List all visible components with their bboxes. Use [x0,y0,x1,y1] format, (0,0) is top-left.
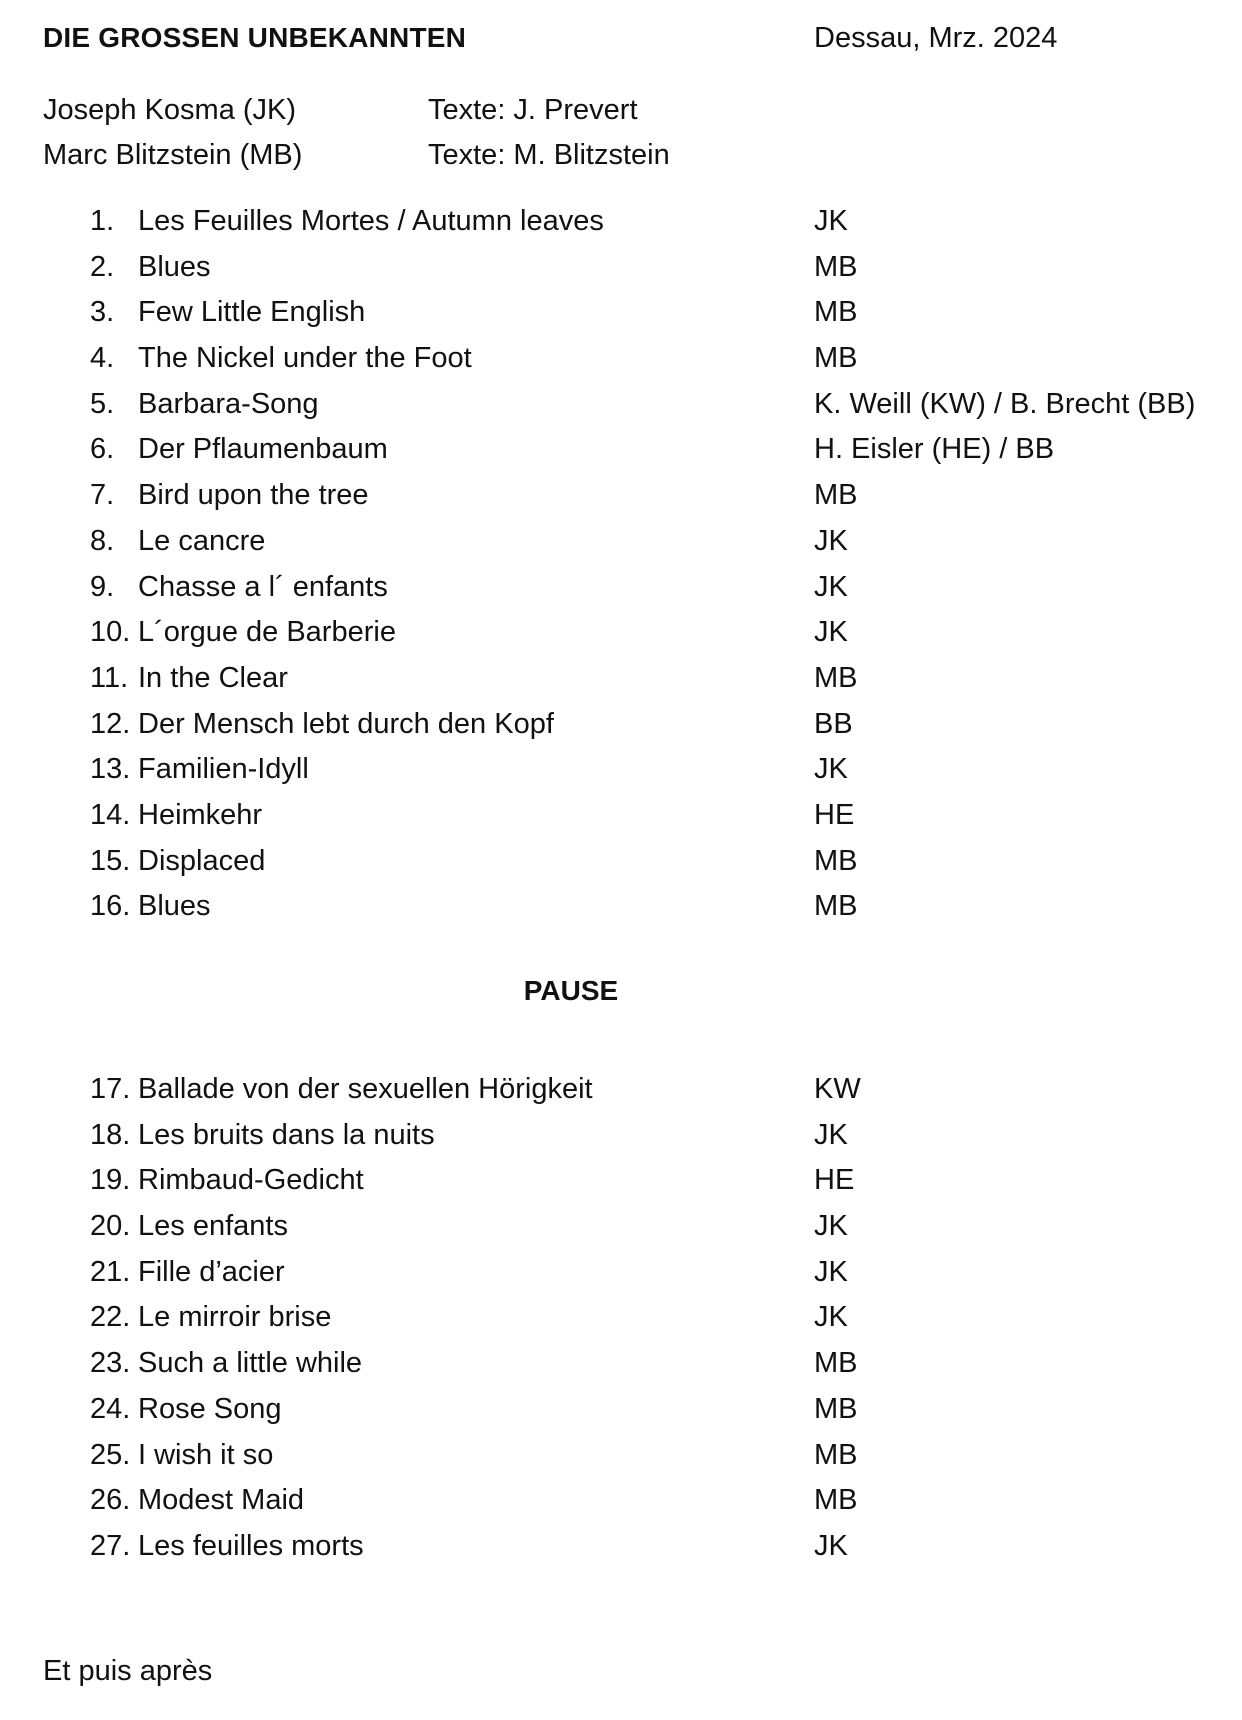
song-title: Blues [138,890,211,923]
song-title: Ballade von der sexuellen Hörigkeit [138,1073,593,1105]
document-header [43,22,1203,62]
song-number: 22. [90,1301,131,1334]
song-number: 4. [90,342,115,375]
song-title: In the Clear [138,661,288,694]
song-item [90,1250,1230,1296]
song-composer: JK [814,616,848,649]
song-item [90,336,1230,382]
song-item [90,1433,1230,1479]
song-composer: JK [814,1255,848,1288]
songlist-part-1 [90,199,1230,930]
song-title: The Nickel under the Foot [138,342,472,375]
song-title: Such a little while [138,1347,363,1380]
song-item [90,1478,1230,1524]
song-composer: MB [814,844,858,877]
song-composer: HE [814,1164,855,1197]
song-composer: BB [814,707,853,740]
song-composer: JK [814,1529,848,1562]
author-row [43,133,1203,178]
song-title: Familien-Idyll [138,753,309,786]
pause-heading: PAUSE [523,975,619,1006]
author-texts: Texte: J. Prevert [428,94,638,126]
song-composer: JK [814,1210,848,1243]
song-item [90,199,1230,245]
author-texts: Texte: M. Blitzstein [428,139,670,171]
song-composer: JK [814,524,848,557]
song-number: 5. [90,387,115,420]
song-composer: MB [814,342,858,375]
author-name: Marc Blitzstein (MB) [43,139,303,171]
song-composer: MB [814,1347,858,1380]
song-number: 9. [90,570,115,603]
song-number: 16. [90,890,131,923]
song-number: 8. [90,524,115,557]
song-number: 2. [90,250,115,283]
song-item [90,1524,1230,1570]
song-item [90,1341,1230,1387]
song-number: 14. [90,798,131,831]
program-title: DIE GROSSEN UNBEKANNTEN [43,22,467,53]
song-composer: K. Weill (KW) / B. Brecht (BB) [814,387,1196,420]
song-composer: MB [814,296,858,329]
song-item [90,519,1230,565]
song-composer: MB [814,1484,858,1517]
song-item [90,702,1230,748]
song-number: 23. [90,1347,131,1380]
song-item [90,245,1230,291]
author-name: Joseph Kosma (JK) [43,94,297,126]
song-number: 26. [90,1484,131,1517]
song-title: L´orgue de Barberie [138,616,396,649]
song-title: Bird upon the tree [138,479,369,512]
song-title: Rose Song [138,1392,282,1425]
song-number: 10. [90,616,131,649]
song-title: Chasse a l´ enfants [138,570,388,603]
song-composer: H. Eisler (HE) / BB [814,433,1055,466]
song-item [90,1067,1230,1113]
song-item [90,793,1230,839]
song-composer: JK [814,753,848,786]
song-composer: MB [814,250,858,283]
song-title: Rimbaud-Gedicht [138,1164,364,1197]
song-number: 13. [90,753,131,786]
song-composer: HE [814,798,855,831]
song-item [90,1295,1230,1341]
song-number: 11. [90,661,129,694]
song-item [90,427,1230,473]
song-composer: MB [814,1438,858,1471]
song-title: Les enfants [138,1210,288,1243]
song-number: 20. [90,1210,131,1243]
song-title: Der Pflaumenbaum [138,433,388,466]
song-item [90,656,1230,702]
song-number: 27. [90,1529,131,1562]
song-title: Barbara-Song [138,387,319,420]
song-composer: MB [814,661,858,694]
song-item [90,1387,1230,1433]
song-number: 7. [90,479,115,512]
authors-block [43,88,1203,178]
song-item [90,839,1230,885]
song-composer: KW [814,1073,861,1105]
song-composer: JK [814,570,848,603]
song-number: 19. [90,1164,131,1197]
song-title: Fille d’acier [138,1255,285,1288]
song-item [90,290,1230,336]
song-number: 12. [90,707,131,740]
song-number: 21. [90,1255,131,1288]
song-number: 15. [90,844,131,877]
place-date: Dessau, Mrz. 2024 [814,22,1058,54]
song-item [90,1113,1230,1159]
song-title: Les bruits dans la nuits [138,1118,435,1151]
song-number: 3. [90,296,115,329]
song-composer: MB [814,1392,858,1425]
song-number: 25. [90,1438,131,1471]
song-title: Modest Maid [138,1484,305,1517]
song-item [90,1204,1230,1250]
song-title: Les Feuilles Mortes / Autumn leaves [138,205,604,237]
song-title: Le cancre [138,524,266,557]
song-composer: MB [814,890,858,923]
song-title: Few Little English [138,296,366,329]
song-title: Blues [138,250,211,283]
song-composer: MB [814,479,858,512]
song-item [90,610,1230,656]
song-item [90,473,1230,519]
author-row [43,88,1203,133]
song-item [90,1158,1230,1204]
song-composer: JK [814,1118,848,1151]
song-number: 17. [90,1073,131,1105]
song-item [90,747,1230,793]
song-item [90,565,1230,611]
song-number: 6. [90,433,115,466]
song-title: I wish it so [138,1438,274,1471]
song-number: 24. [90,1392,131,1425]
song-composer: JK [814,1301,848,1334]
song-number: 1. [90,205,115,237]
song-item [90,382,1230,428]
songlist-part-2 [90,1067,1230,1570]
song-item [90,884,1230,930]
footer-note: Et puis après [43,1655,213,1687]
song-title: Displaced [138,844,266,877]
song-title: Les feuilles morts [138,1529,364,1562]
song-title: Le mirroir brise [138,1301,332,1334]
song-composer: JK [814,205,848,237]
song-number: 18. [90,1118,131,1151]
song-title: Heimkehr [138,798,263,831]
song-title: Der Mensch lebt durch den Kopf [138,707,554,740]
